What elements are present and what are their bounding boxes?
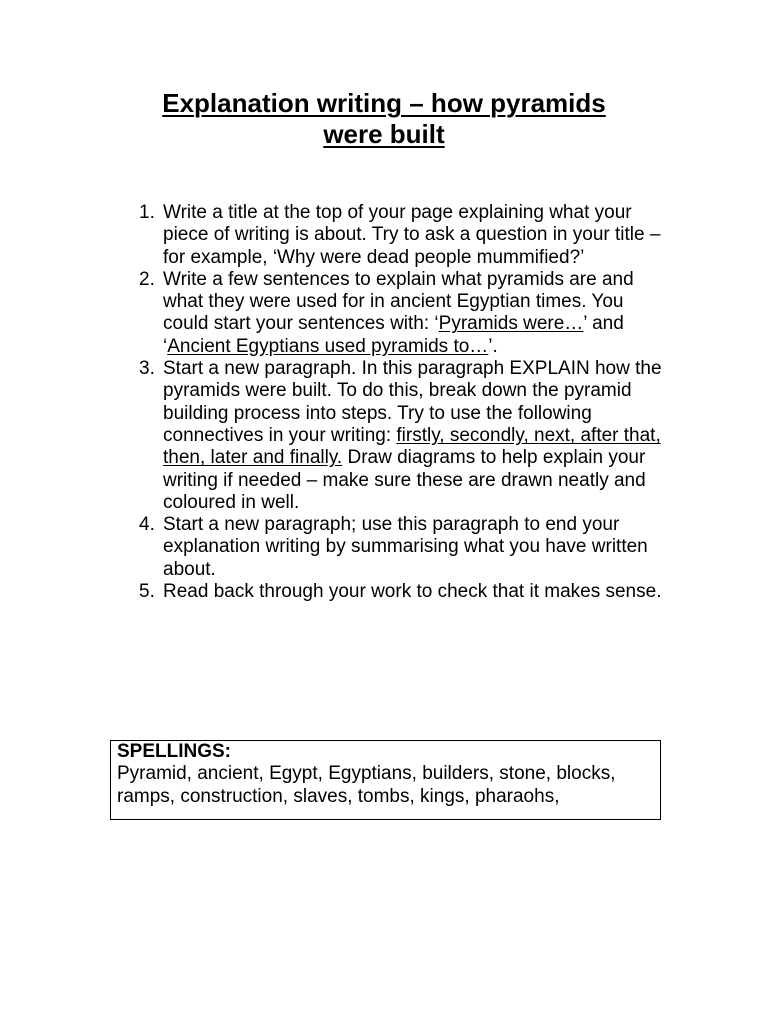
list-item-text: Write a few sentences to explain what pyramids are and what they were used for in ancient Egyptian times. You could start your sentences with: ‘	[163, 268, 634, 335]
list-number: 4.	[139, 514, 155, 536]
page-title	[100, 88, 668, 150]
list-item-text: ’.	[488, 335, 498, 357]
title-line-1: Explanation writing – how pyramids	[162, 88, 606, 118]
spellings-box	[110, 740, 661, 820]
underlined-phrase: Ancient Egyptians used pyramids to…	[167, 335, 489, 357]
list-number: 5.	[139, 581, 155, 603]
list-item-3	[139, 358, 673, 514]
list-item-1	[139, 202, 673, 269]
spellings-heading: SPELLINGS:	[117, 741, 232, 762]
list-number: 2.	[139, 268, 155, 290]
underlined-phrase: Pyramids were…	[438, 313, 584, 335]
list-item-text: ’ and ‘	[163, 313, 624, 357]
spellings-words: Pyramid, ancient, Egypt, Egyptians, builders, stone, blocks, ramps, construction, slaves, tombs, kings, pharaohs,	[117, 763, 616, 807]
list-number: 1.	[139, 202, 155, 223]
list-item-text: Read back through your work to check that it makes sense.	[163, 581, 662, 603]
instruction-list	[139, 202, 673, 603]
list-item-text: Write a title at the top of your page explaining what your piece of writing is about. Try to ask a question in your title – for example, ‘Why were dead people mummified?’	[163, 202, 661, 268]
title-line-2: were built	[323, 119, 445, 149]
list-item-4	[139, 514, 673, 581]
underlined-connectives: firstly, secondly, next, after that, then, later and finally.	[163, 424, 661, 469]
list-item-text: Draw diagrams to help explain your writing if needed – make sure these are drawn neatly and coloured in well.	[163, 447, 646, 513]
list-number: 3.	[139, 358, 155, 380]
list-item-text: Start a new paragraph. In this paragraph EXPLAIN how the pyramids were built. To do this, break down the pyramid building process into steps. Try to use the following connectives in your writing:	[163, 358, 662, 446]
list-item-text: Start a new paragraph; use this paragraph to end your explanation writing by summarising what you have written about.	[163, 514, 648, 580]
list-item-2	[139, 268, 673, 358]
list-item-5	[139, 581, 673, 603]
